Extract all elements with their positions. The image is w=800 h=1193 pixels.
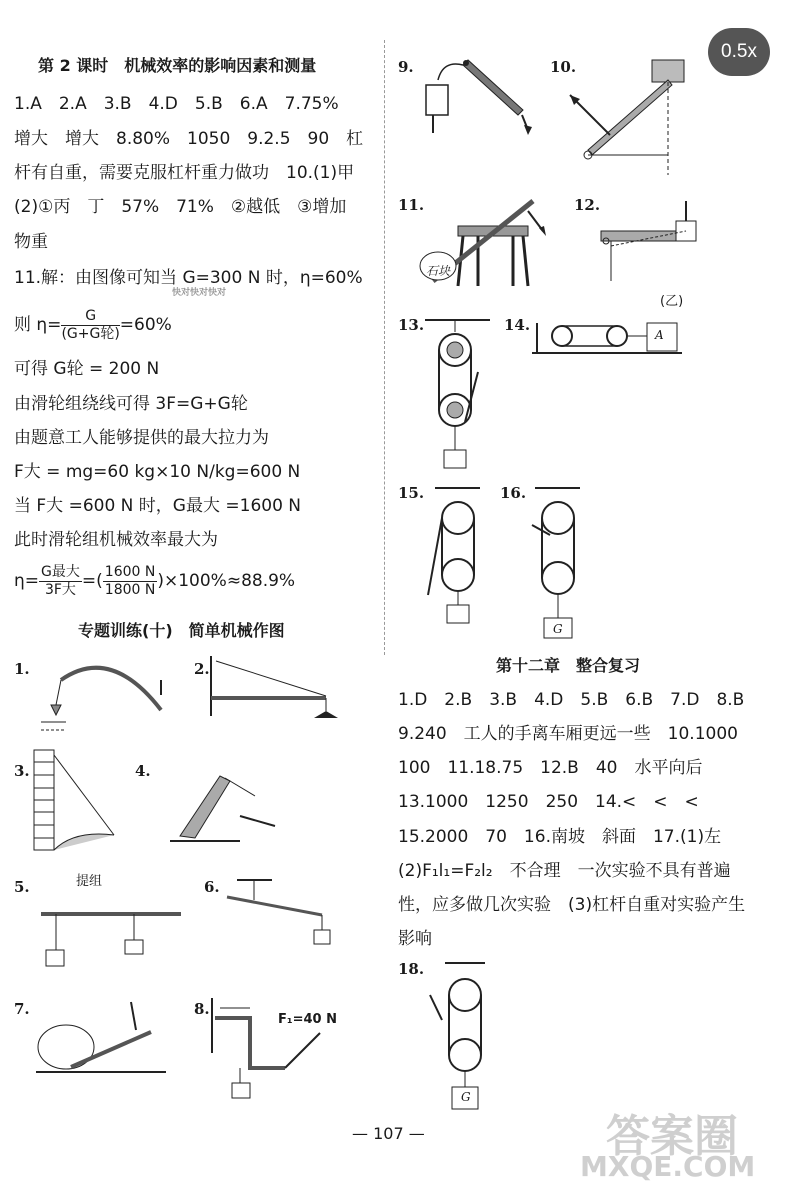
figure-number: 14.	[504, 316, 531, 334]
answer-line: 物重	[14, 232, 48, 252]
answer-line: 杆有自重，需要克服杠杆重力做功 10.(1)甲	[14, 163, 355, 183]
figure-12-caption: (乙)	[660, 294, 684, 309]
figure-13	[420, 312, 500, 472]
figure-b7	[36, 992, 176, 1082]
figure-number: 9.	[398, 58, 414, 76]
answer-line: 1.D 2.B 3.B 4.D 5.B 6.B 7.D 8.B	[398, 690, 745, 710]
chapter-title: 第十二章 整合复习	[496, 656, 641, 675]
figure-number: 5.	[14, 878, 30, 896]
watermark-kuaidui: 快对快对快对	[172, 288, 227, 298]
force-label: F₁=40 N	[278, 1012, 337, 1027]
answer-line: 增大 增大 8.80% 1050 9.2.5 90 杠	[14, 129, 364, 149]
figure-b5	[36, 880, 186, 980]
figure-b6	[222, 875, 352, 945]
figure-number: 13.	[398, 316, 425, 334]
answer-line: (2)①丙 丁 57% 71% ②越低 ③增加	[14, 197, 347, 217]
figure-number: 1.	[14, 660, 30, 678]
figure-number: 16.	[500, 484, 527, 502]
figure-10	[570, 55, 700, 180]
stone-label: 石块	[426, 264, 451, 278]
answer-line: 由题意工人能够提供的最大拉力为	[14, 428, 269, 448]
figure-number: 8.	[194, 1000, 210, 1018]
block-label: A	[655, 328, 664, 342]
figure-b4	[160, 756, 300, 856]
answer-line: 影响	[398, 929, 432, 949]
answer-line: 性，应多做几次实验 (3)杠杆自重对实验产生	[398, 895, 746, 915]
answer-line: 13.1000 1250 250 14.< < <	[398, 792, 699, 812]
figure-b3	[34, 750, 124, 860]
figure-16	[520, 480, 600, 645]
answer-line: 1.A 2.A 3.B 4.D 5.B 6.A 7.75%	[14, 94, 339, 114]
figure-number: 2.	[194, 660, 210, 678]
weight-label: G	[461, 1090, 471, 1104]
zoom-badge[interactable]: 0.5x	[708, 28, 770, 76]
answer-line: 100 11.18.75 12.B 40 水平向后	[398, 758, 703, 778]
watermark-logo: 答案圈	[606, 1111, 738, 1162]
answer-line: 9.240 工人的手离车厢更远一些 10.1000	[398, 724, 738, 744]
answer-line: F大 = mg=60 kg×10 N/kg=600 N	[14, 462, 301, 482]
topic-title: 专题训练(十) 简单机械作图	[78, 621, 285, 640]
answer-line: 15.2000 70 16.南坡 斜面 17.(1)左	[398, 827, 722, 847]
answer-line: 11.解：由图像可知当 G=300 N 时，η=60%	[14, 268, 363, 288]
figure-number: 3.	[14, 762, 30, 780]
lesson-title: 第 2 课时 机械效率的影响因素和测量	[38, 56, 317, 75]
weight-label: G	[553, 622, 563, 636]
figure-number: 4.	[135, 762, 151, 780]
grip-label: 提组	[76, 874, 103, 889]
answer-line: 可得 G轮 = 200 N	[14, 359, 160, 379]
figure-number: 15.	[398, 484, 425, 502]
figure-number: 7.	[14, 1000, 30, 1018]
figure-b2	[206, 656, 356, 736]
equation-2: η= $\frac{\text{G最大}}{\text{3F大}}$ =( $\frac{1600 N}{1800 N}$ )×100%≈88.9%	[14, 563, 296, 598]
answer-line: 此时滑轮组机械效率最大为	[14, 530, 218, 550]
page-number: — 107 —	[352, 1124, 425, 1143]
figure-9	[418, 55, 538, 150]
figure-b1	[36, 650, 196, 735]
answer-line: 由滑轮组绕线可得 3F=G+G轮	[14, 394, 248, 414]
answer-line: (2)F₁l₁=F₂l₂ 不合理 一次实验不具有普遍	[398, 861, 731, 881]
column-divider	[384, 40, 385, 655]
figure-15	[420, 480, 500, 630]
figure-number: 6.	[204, 878, 220, 896]
watermark-url: MXQE.COM	[580, 1150, 756, 1183]
answer-line: 当 F大 =600 N 时，G最大 =1600 N	[14, 496, 302, 516]
figure-number: 18.	[398, 960, 425, 978]
figure-number: 11.	[398, 196, 425, 214]
equation-1: 则 η= $\frac{G}{\text{(G+G轮)}}$ =60%	[14, 307, 172, 342]
figure-12	[596, 196, 706, 286]
figure-number: 10.	[550, 58, 577, 76]
figure-18	[420, 955, 500, 1115]
figure-number: 12.	[574, 196, 601, 214]
